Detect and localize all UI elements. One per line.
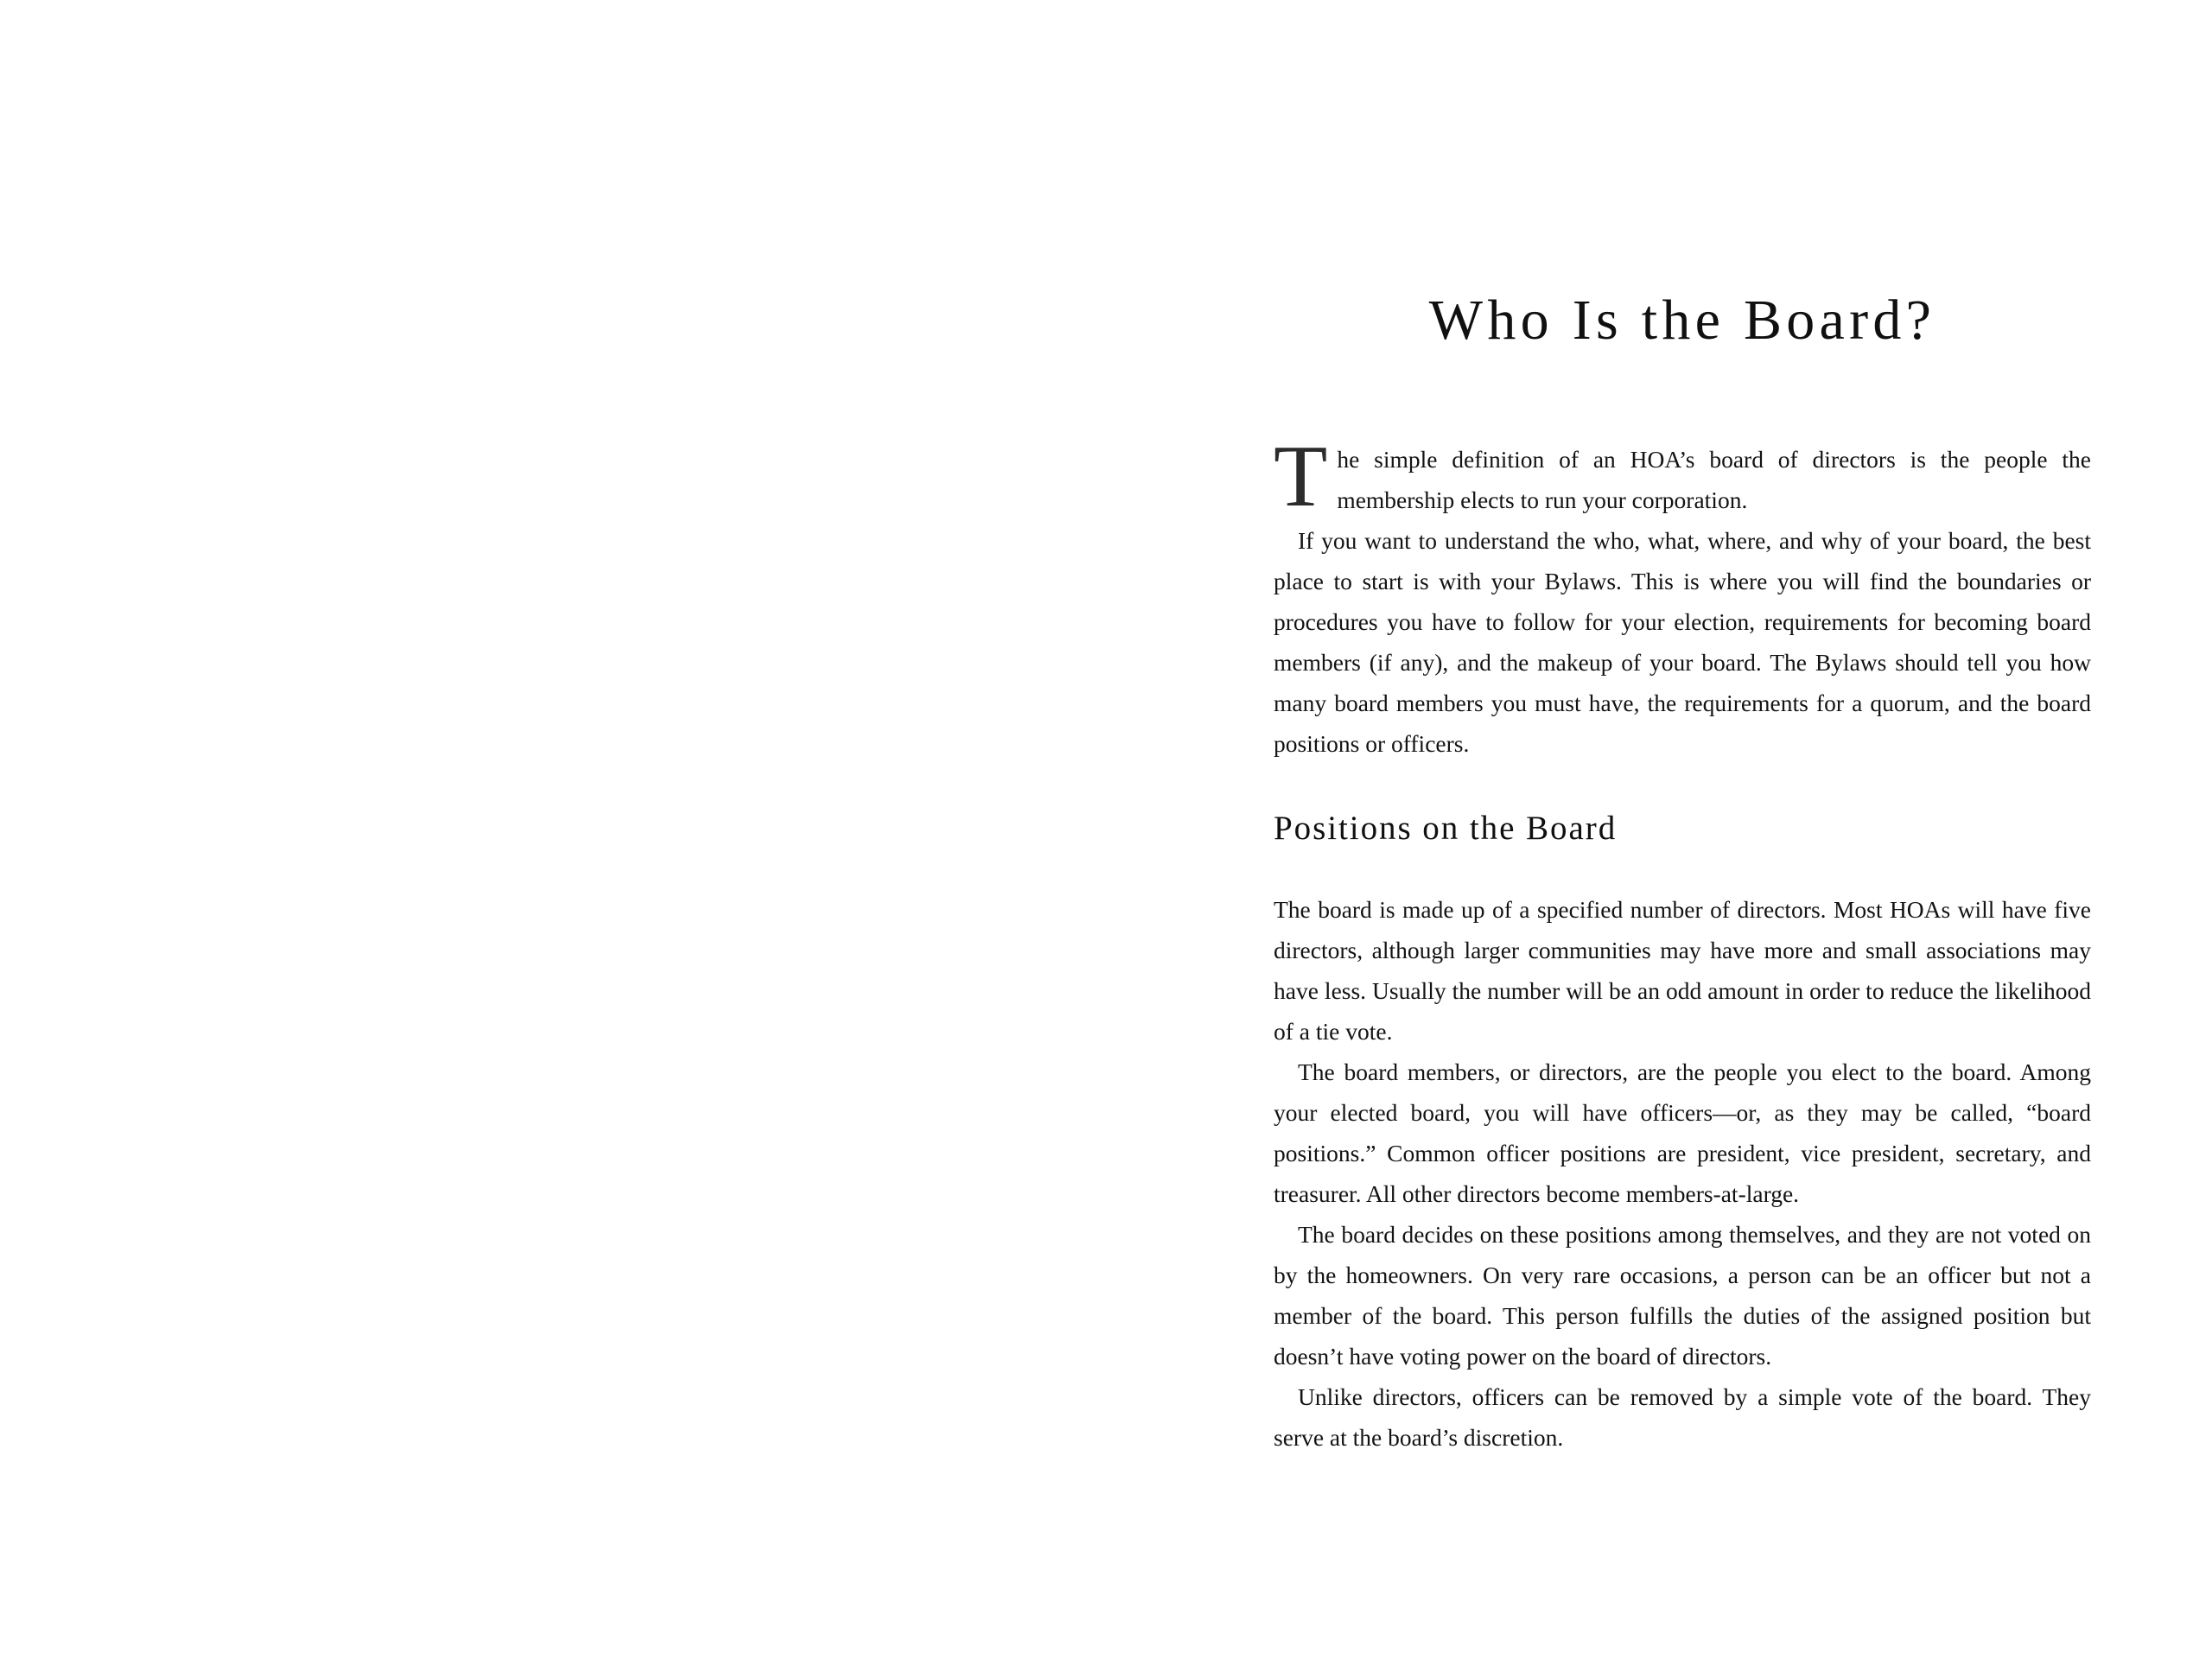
paragraph-opening-text: he simple definition of an HOA’s board of directors is the people the membership elects to run your corporation. — [1337, 446, 2091, 513]
body-text — [1274, 428, 2091, 1458]
paragraph: The board members, or directors, are the people you elect to the board. Among your elected board, you will have officers—or, as they may be called, “board positions.” Common officer positions are president, vice president, secretary, and treasurer. All other directors become members-at-large. — [1274, 1058, 2091, 1207]
paragraph-opening — [1274, 428, 2091, 525]
paragraph: Unlike directors, officers can be removed by a simple vote of the board. They serve at the board’s discretion. — [1274, 1382, 2091, 1451]
paragraph: The board is made up of a specified number of directors. Most HOAs will have five directors, although larger communities may have more and small associations may have less. Usually the number will be an odd amount in order to reduce the likelihood of a tie vote. — [1274, 895, 2091, 1045]
drop-cap: T — [1274, 428, 1328, 525]
section-heading: Positions on the Board — [1274, 810, 1618, 847]
right-page — [1106, 0, 2212, 1659]
chapter-title: Who Is the Board? — [1428, 289, 1936, 352]
paragraph: If you want to understand the who, what, where, and why of your board, the best place to start is with your Bylaws. This is where you will find the boundaries or procedures you have to follow for your election, requirements for becoming board members (if any), and the makeup of your board. The Bylaws should tell you how many board members you must have, the requirements for a quorum, and the board positions or officers. — [1274, 527, 2091, 757]
page-content — [1274, 289, 2091, 1458]
paragraph: The board decides on these positions among themselves, and they are not voted on by the homeowners. On very rare occasions, a person can be an officer but not a member of the board. This person fulfills the duties of the assigned position but doesn’t have voting power on the board of directors. — [1274, 1220, 2091, 1370]
